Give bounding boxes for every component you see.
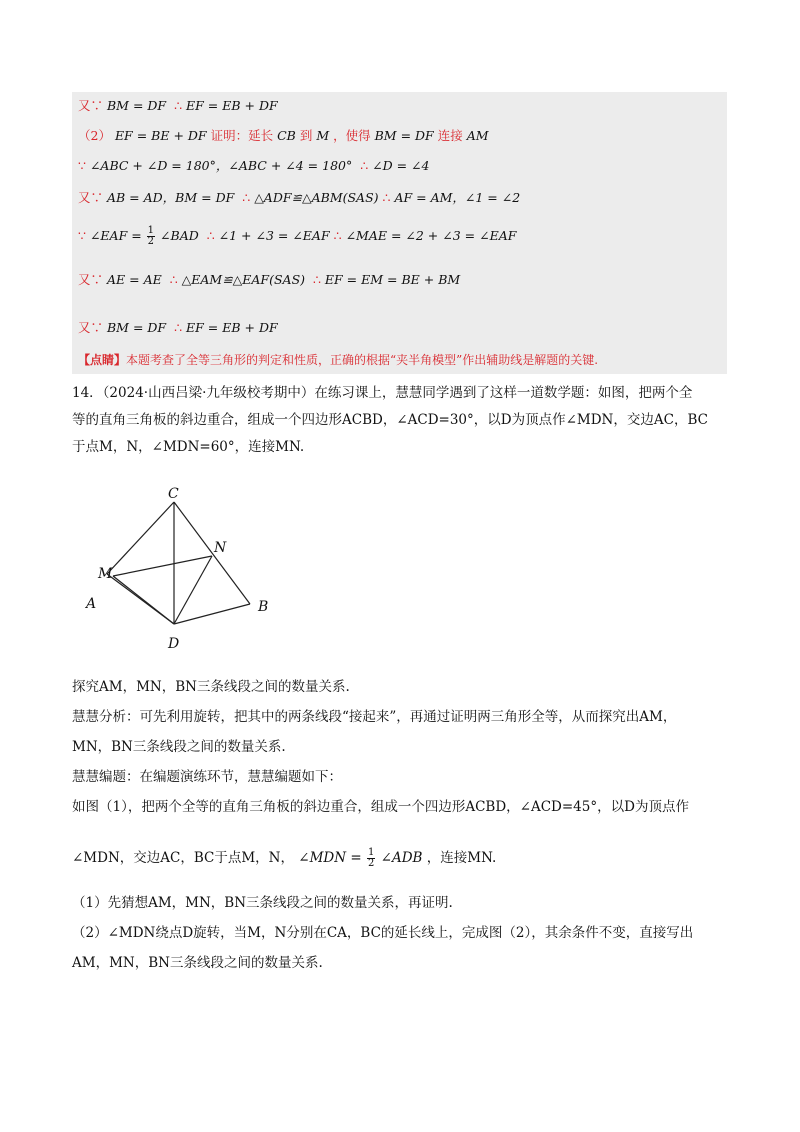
- label-c: C: [168, 486, 179, 502]
- solution-line-6: 又∵ AE = AE ∴ △EAM≌△EAF(SAS) ∴ EF = EM = BE + BM: [78, 272, 461, 287]
- segment-nd: [174, 556, 212, 624]
- solution-line-7: 又∵ BM = DF ∴ EF = EB + DF: [78, 320, 278, 335]
- fraction-half-2: $\frac{1}{2}$: [367, 847, 375, 869]
- problem-questions: （1）先猜想AM，MN，BN三条线段之间的数量关系，再证明. （2）∠MDN绕点D旋转，当M，N分别在CA，BC的延长线上，完成图（2），其余条件不变，直接写出 AM，MN，BN三条线段之间的数量关系.: [72, 895, 694, 971]
- solution-line-5: ∵ ∠EAF = $\frac{1}{2}$ ∠BAD ∴ ∠1 + ∠3 = ∠EAF ∴ ∠MAE = ∠2 + ∠3 = ∠EAF: [78, 225, 517, 247]
- solution-line-3: ∵ ∠ABC + ∠D = 180°，∠ABC + ∠4 = 180° ∴ ∠D = ∠4: [78, 158, 430, 173]
- edge-cb: [174, 502, 250, 604]
- segment-mn: [113, 556, 212, 576]
- problem-condition: ∠MDN，交边AC，BC于点M，N， ∠MDN = $\frac{1}{2}$ ∠ADB ，连接MN.: [72, 847, 497, 869]
- edge-bd: [174, 604, 250, 624]
- problem-continued: 探究AM，MN，BN三条线段之间的数量关系. 慧慧分析：可先利用旋转，把其中的两条线段“接起来”，再通过证明两三角形全等，从而探究出AM， MN，BN三条线段之间的数量关系. 慧慧编题：在编题演练环节，慧慧编题如下： 如图（1），把两个全等的直角三角板的斜边重合，组成一个四边形ACBD，∠ACD=45°，以D为顶点作: [72, 679, 689, 815]
- solution-line-2: （2） EF = BE + DF 证明：延长 CB 到 M ，使得 BM = DF 连接 AM: [78, 128, 489, 143]
- fraction-half: $\frac{1}{2}$: [147, 225, 155, 247]
- problem-statement: 14．（2024·山西吕梁·九年级校考期中）在练习课上，慧慧同学遇到了这样一道数学题：如图，把两个全 等的直角三角板的斜边重合，组成一个四边形ACBD，∠ACD=30°，以D为顶点作∠MDN，交边AC，BC 于点M，N，∠MDN=60°，连接MN.: [72, 385, 708, 455]
- solution-line-1: 又∵ BM = DF ∴ EF = EB + DF: [78, 98, 278, 113]
- segment-md: [113, 576, 174, 624]
- geometry-figure: [80, 484, 280, 654]
- label-n: N: [214, 540, 227, 556]
- solution-line-4: 又∵ AB = AD，BM = DF ∴ △ADF≌△ABM(SAS) ∴ AF = AM，∠1 = ∠2: [78, 190, 521, 205]
- quadrilateral-diagram: [80, 484, 280, 654]
- label-b: B: [258, 599, 269, 615]
- edge-cm: [107, 502, 174, 574]
- label-m: M: [98, 566, 113, 582]
- label-a: A: [86, 596, 97, 612]
- label-d: D: [168, 636, 180, 652]
- solution-note: 【点睛】本题考查了全等三角形的判定和性质，正确的根据“夹半角模型”作出辅助线是解题的关键.: [78, 353, 599, 367]
